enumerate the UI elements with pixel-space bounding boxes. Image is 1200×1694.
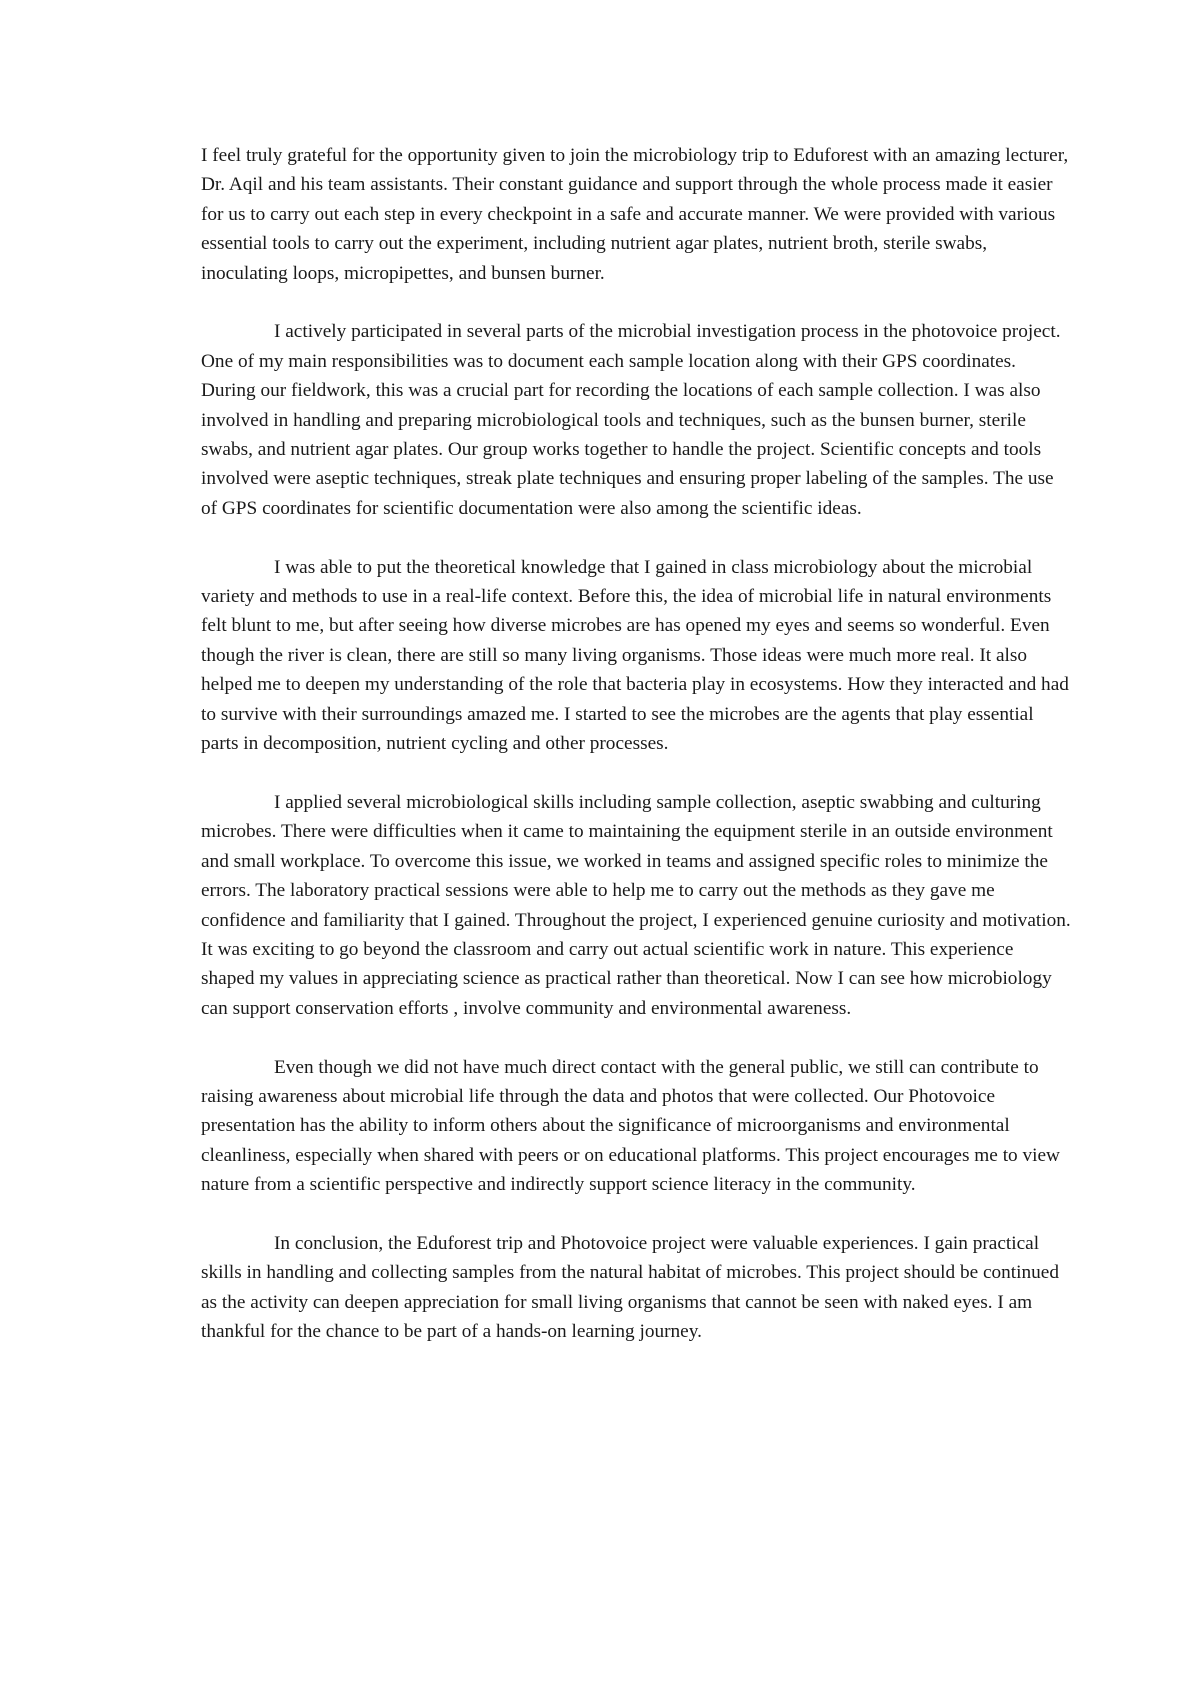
- document-body: [201, 141, 1071, 1376]
- paragraph-awareness: Even though we did not have much direct contact with the general public, we still can contribute to raising awareness about microbial life through the data and photos that were collected. Our Photovoice presentation has the ability to inform others about the significance of microorganisms and environmental cleanliness, especially when shared with peers or on educational platforms. This project encourages me to view nature from a scientific perspective and indirectly support science literacy in the community.: [201, 1056, 1060, 1196]
- paragraph-knowledge: I was able to put the theoretical knowledge that I gained in class microbiology about the microbial variety and methods to use in a real-life context. Before this, the idea of microbial life in natural environments felt blunt to me, but after seeing how diverse microbes are has opened my eyes and seems so wonderful. Even though the river is clean, there are still so many living organisms. Those ideas were much more real. It also helped me to deepen my understanding of the role that bacteria play in ecosystems. How they interacted and had to survive with their surroundings amazed me. I started to see the microbes are the agents that play essential parts in decomposition, nutrient cycling and other processes.: [201, 556, 1069, 755]
- paragraph-skills: I applied several microbiological skills including sample collection, aseptic swabbing and culturing microbes. There were difficulties when it came to maintaining the equipment sterile in an outside environment and small workplace. To overcome this issue, we worked in teams and assigned specific roles to minimize the errors. The laboratory practical sessions were able to help me to carry out the methods as they gave me confidence and familiarity that I gained. Throughout the project, I experienced genuine curiosity and motivation. It was exciting to go beyond the classroom and carry out actual scientific work in nature. This experience shaped my values in appreciating science as practical rather than theoretical. Now I can see how microbiology can support conservation efforts , involve community and environmental awareness.: [201, 791, 1071, 1019]
- paragraph-intro: I feel truly grateful for the opportunity given to join the microbiology trip to Eduforest with an amazing lecturer, Dr. Aqil and his team assistants. Their constant guidance and support through the whole process made it easier for us to carry out each step in every checkpoint in a safe and accurate manner. We were provided with various essential tools to carry out the experiment, including nutrient agar plates, nutrient broth, sterile swabs, inoculating loops, micropipettes, and bunsen burner.: [201, 145, 1069, 284]
- paragraph-conclusion: In conclusion, the Eduforest trip and Photovoice project were valuable experiences. I gain practical skills in handling and collecting samples from the natural habitat of microbes. This project should be continued as the activity can deepen appreciation for small living organisms that cannot be seen with naked eyes. I am thankful for the chance to be part of a hands-on learning journey.: [201, 1232, 1060, 1343]
- paragraph-participation: I actively participated in several parts of the microbial investigation process in the photovoice project. One of my main responsibilities was to document each sample location along with their GPS coordinates. During our fieldwork, this was a crucial part for recording the locations of each sample collection. I was also involved in handling and preparing microbiological tools and techniques, such as the bunsen burner, sterile swabs, and nutrient agar plates. Our group works together to handle the project. Scientific concepts and tools involved were aseptic techniques, streak plate techniques and ensuring proper labeling of the samples. The use of GPS coordinates for scientific documentation were also among the scientific ideas.: [201, 321, 1061, 519]
